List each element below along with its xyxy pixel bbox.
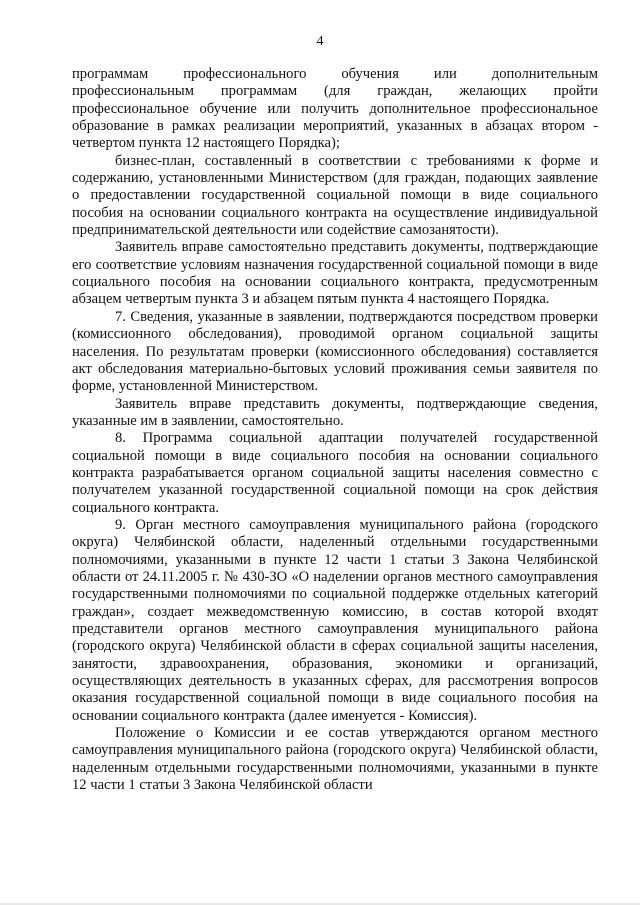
document-body xyxy=(72,66,598,794)
page-number: 4 xyxy=(316,34,324,49)
paragraph-item-8: 8. Программа социальной адаптации получателей государственной социальной помощи в виде социального пособия на основании социального контракта разрабатывается органом социальной защиты населения совместно с получателем указанной государственной социальной помощи на срок действия социального контракта. xyxy=(72,430,598,516)
paragraph-continuation: программам профессионального обучения или дополнительным профессиональным программам (для граждан, желающих пройти профессиональное обучение или получить дополнительное профессиональное образование в рамках реализации мероприятий, указанных в абзацах втором - четвертом пункта 12 настоящего Порядка); xyxy=(72,66,598,152)
paragraph-item-7: 7. Сведения, указанные в заявлении, подтверждаются посредством проверки (комиссионного обследования), проводимой органом социальной защиты населения. По результатам проверки (комиссионного обследования) составляется акт обследования материально-бытовых условий проживания семьи заявителя по форме, установленной Министерством. xyxy=(72,308,598,395)
paragraph-commission-regulation: Положение о Комиссии и ее состав утверждаются органом местного самоуправления муниципального района (городского округа) Челябинской области, наделенным отдельными государственными полномочиями, указанными в пункте 12 части 1 статьи 3 Закона Челябинской области xyxy=(72,725,598,794)
paragraph-applicant-info: Заявитель вправе представить документы, подтверждающие сведения, указанные им в заявлении, самостоятельно. xyxy=(72,395,598,429)
paragraph-business-plan: бизнес-план, составленный в соответствии с требованиями к форме и содержанию, установленными Министерством (для граждан, подающих заявление о предоставлении государственной социальной помощи в виде социального пособия на основании социального контракта на осуществление индивидуальной предпринимательской деятельности или содействие самозанятости). xyxy=(72,152,598,239)
paragraph-item-9: 9. Орган местного самоуправления муниципального района (городского округа) Челябинской области, наделенный отдельными государственными полномочиями, указанными в пункте 12 части 1 статьи 3 Закона Челябинской области от 24.11.2005 г. № 430-ЗО «О наделении органов местного самоуправления государственными полномочиями по социальной поддержке отдельных категорий граждан», создает межведомственную комиссию, в состав которой входят представители органов местного самоуправления муниципального района (городского округа) Челябинской области в сферах социальной защиты населения, занятости, здравоохранения, образования, экономики и организаций, осуществляющих деятельность в указанных сферах, для рассмотрения вопросов оказания государственной социальной помощи в виде социального пособия на основании социального контракта (далее именуется - Комиссия). xyxy=(72,516,598,724)
paragraph-applicant-documents: Заявитель вправе самостоятельно представить документы, подтверждающие его соответствие условиям назначения государственной социальной помощи в виде социального пособия на основании социального контракта, предусмотренным абзацем четвертым пункта 3 и абзацем пятым пункта 4 настоящего Порядка. xyxy=(72,239,598,308)
